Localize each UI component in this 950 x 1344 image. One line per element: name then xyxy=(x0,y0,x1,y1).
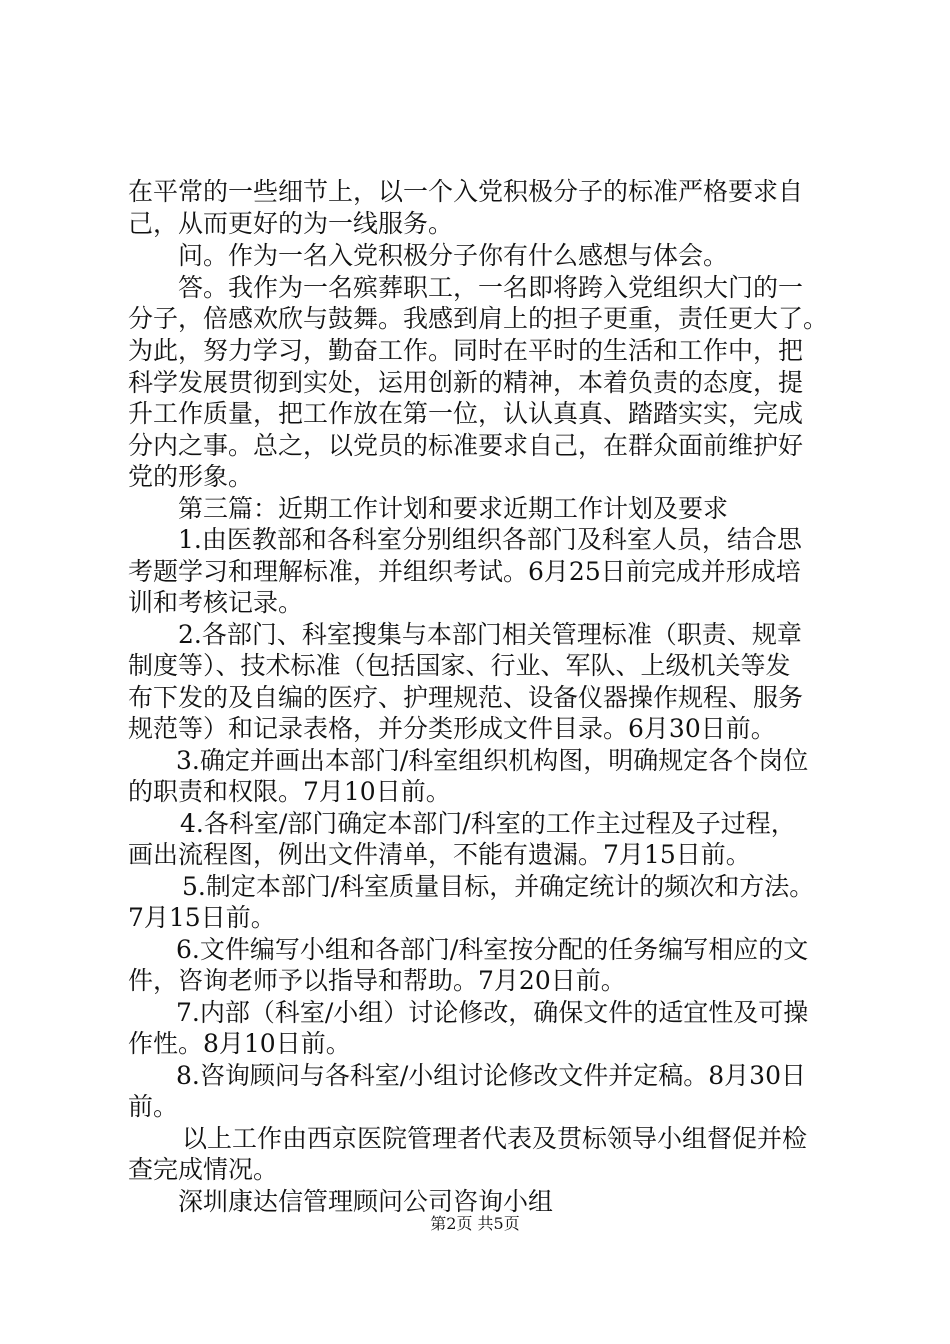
list-item-line: 前。 xyxy=(128,1092,179,1121)
body-line: 分内之事。总之，以党员的标准要求自己，在群众面前维护好 xyxy=(128,431,804,460)
list-item-line: 布下发的及自编的医疗、护理规范、设备仪器操作规程、服务 xyxy=(128,683,804,712)
list-item-line: 6.文件编写小组和各部门/科室按分配的任务编写相应的文 xyxy=(176,935,809,964)
list-item-line: 5.制定本部门/科室质量目标，并确定统计的频次和方法。 xyxy=(182,872,815,901)
closing-line: 查完成情况。 xyxy=(128,1155,279,1184)
list-item-line: 规范等）和记录表格，并分类形成文件目录。6月30日前。 xyxy=(128,714,776,743)
list-item-line: 4.各科室/部门确定本部门/科室的工作主过程及子过程， xyxy=(180,809,796,838)
page-footer: 第2页 共5页 xyxy=(430,1214,520,1233)
signature-line: 深圳康达信管理顾问公司咨询小组 xyxy=(178,1187,554,1216)
list-item-line: 画出流程图，例出文件清单，不能有遗漏。7月15日前。 xyxy=(128,840,751,869)
list-item-line: 的职责和权限。7月10日前。 xyxy=(128,777,451,806)
answer-line: 答。我作为一名殡葬职工，一名即将跨入党组织大门的一 xyxy=(178,273,804,302)
body-line: 科学发展贯彻到实处，运用创新的精神，本着负责的态度，提 xyxy=(128,368,804,397)
list-item-line: 训和考核记录。 xyxy=(128,588,304,617)
list-item-line: 3.确定并画出本部门/科室组织机构图，明确规定各个岗位 xyxy=(176,746,809,775)
list-item-line: 7.内部（科室/小组）讨论修改，确保文件的适宜性及可操 xyxy=(176,998,809,1027)
body-line: 己，从而更好的为一线服务。 xyxy=(128,209,454,238)
list-item-line: 制度等）、技术标准（包括国家、行业、军队、上级机关等发 xyxy=(128,651,791,680)
list-item-line: 8.咨询顾问与各科室/小组讨论修改文件并定稿。8月30日 xyxy=(176,1061,806,1090)
list-item-line: 考题学习和理解标准，并组织考试。6月25日前完成并形成培 xyxy=(128,557,801,586)
body-line: 升工作质量，把工作放在第一位，认认真真、踏踏实实，完成 xyxy=(128,399,804,428)
list-item-line: 作性。8月10日前。 xyxy=(128,1029,351,1058)
list-item-line: 7月15日前。 xyxy=(128,903,276,932)
body-line: 在平常的一些细节上，以一个入党积极分子的标准严格要求自 xyxy=(128,177,804,206)
question-line: 问。作为一名入党积极分子你有什么感想与体会。 xyxy=(178,241,729,270)
closing-line: 以上工作由西京医院管理者代表及贯标领导小组督促并检 xyxy=(182,1124,808,1153)
list-item-line: 件，咨询老师予以指导和帮助。7月20日前。 xyxy=(128,966,626,995)
body-line: 党的形象。 xyxy=(128,462,254,491)
list-item-line: 2.各部门、科室搜集与本部门相关管理标准（职责、规章 xyxy=(178,620,802,649)
body-line: 为此，努力学习，勤奋工作。同时在平时的生活和工作中，把 xyxy=(128,336,804,365)
list-item-line: 1.由医教部和各科室分别组织各部门及科室人员，结合思 xyxy=(178,525,802,554)
section-heading: 第三篇：近期工作计划和要求近期工作计划及要求 xyxy=(178,494,729,523)
body-line: 分子，倍感欢欣与鼓舞。我感到肩上的担子更重，责任更大了。 xyxy=(128,304,829,333)
